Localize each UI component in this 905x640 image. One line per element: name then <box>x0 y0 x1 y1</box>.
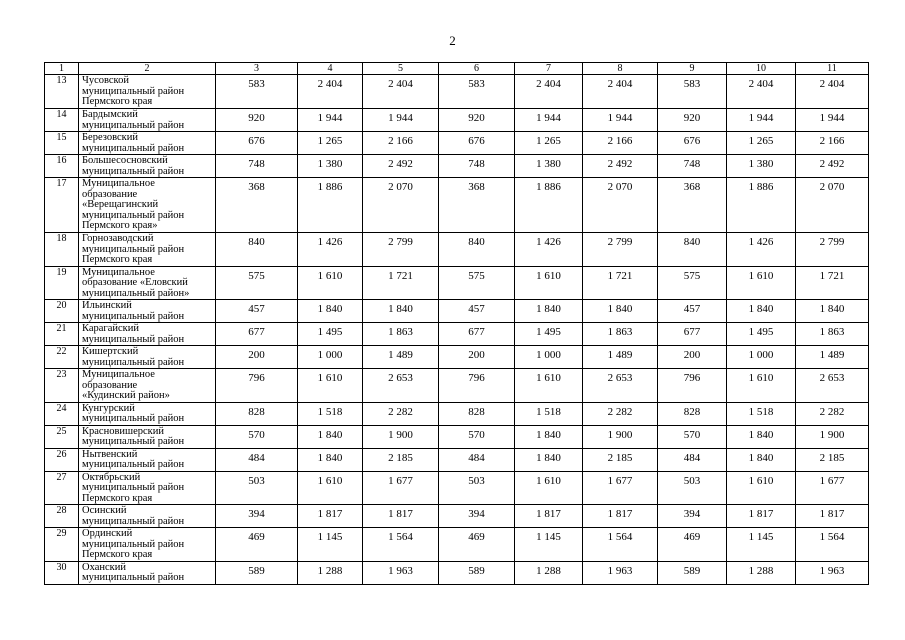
value-cell: 1 518 <box>727 402 796 425</box>
value-cell: 570 <box>439 425 515 448</box>
value-cell: 1 840 <box>727 448 796 471</box>
value-cell: 200 <box>216 346 298 369</box>
row-number: 28 <box>45 505 79 528</box>
row-number: 20 <box>45 300 79 323</box>
district-name <box>79 402 216 425</box>
value-cell: 2 404 <box>583 75 658 109</box>
table-row <box>45 109 869 132</box>
district-name-line: муниципальный район <box>82 165 185 177</box>
district-name <box>79 109 216 132</box>
district-name-line: Пермского края» <box>82 220 158 231</box>
value-cell: 1 721 <box>796 266 869 300</box>
district-name-line: Бардымский <box>82 109 138 120</box>
value-cell: 1 610 <box>298 471 363 505</box>
value-cell: 1 840 <box>583 300 658 323</box>
district-name <box>79 178 216 233</box>
district-name-line: муниципальный район <box>82 209 185 221</box>
value-cell: 575 <box>439 266 515 300</box>
district-name-line: Кишертский <box>82 346 139 357</box>
value-cell: 1 380 <box>515 155 583 178</box>
value-cell: 677 <box>439 323 515 346</box>
district-name-line: муниципальный район <box>82 482 185 493</box>
district-name-line: Красновишерский <box>82 425 165 437</box>
value-cell: 2 492 <box>363 155 439 178</box>
value-cell: 1 963 <box>363 561 439 584</box>
value-cell: 575 <box>216 266 298 300</box>
value-cell: 1 426 <box>515 233 583 267</box>
value-cell: 2 070 <box>583 178 658 233</box>
district-name-line: образование <box>82 188 138 200</box>
value-cell: 1 265 <box>298 132 363 155</box>
district-name-line: муниципальный район <box>82 413 185 424</box>
value-cell: 457 <box>658 300 727 323</box>
row-number: 23 <box>45 369 79 403</box>
value-cell: 457 <box>216 300 298 323</box>
value-cell: 2 653 <box>583 369 658 403</box>
value-cell: 2 185 <box>796 448 869 471</box>
value-cell: 1 840 <box>515 300 583 323</box>
value-cell: 1 677 <box>796 471 869 505</box>
value-cell: 1 518 <box>515 402 583 425</box>
value-cell: 1 817 <box>515 505 583 528</box>
value-cell: 1 265 <box>727 132 796 155</box>
table-row <box>45 528 869 562</box>
value-cell: 200 <box>439 346 515 369</box>
table-row <box>45 425 869 448</box>
district-name <box>79 425 216 448</box>
value-cell: 570 <box>658 425 727 448</box>
value-cell: 2 404 <box>363 75 439 109</box>
value-cell: 575 <box>658 266 727 300</box>
table-row <box>45 448 869 471</box>
district-name <box>79 266 216 300</box>
district-name-line: Муниципальное <box>82 369 155 380</box>
district-name-line: Осинский <box>82 505 127 516</box>
value-cell: 1 145 <box>298 528 363 562</box>
value-cell: 1 610 <box>515 266 583 300</box>
value-cell: 1 944 <box>727 109 796 132</box>
row-number: 17 <box>45 178 79 233</box>
value-cell: 1 000 <box>727 346 796 369</box>
value-cell: 589 <box>658 561 727 584</box>
value-cell: 1 610 <box>515 471 583 505</box>
value-cell: 2 653 <box>796 369 869 403</box>
district-name-line: Нытвенский <box>82 448 138 460</box>
header-cell: 1 <box>45 63 79 75</box>
table-row <box>45 233 869 267</box>
row-number: 18 <box>45 233 79 267</box>
district-name-line: «Кудинский район» <box>82 390 170 401</box>
header-cell: 8 <box>583 63 658 75</box>
header-cell: 11 <box>796 63 869 75</box>
table-row <box>45 369 869 403</box>
row-number: 15 <box>45 132 79 155</box>
value-cell: 677 <box>216 323 298 346</box>
row-number: 24 <box>45 402 79 425</box>
value-cell: 2 070 <box>363 178 439 233</box>
table-row <box>45 505 869 528</box>
value-cell: 469 <box>658 528 727 562</box>
district-name-line: муниципальный район <box>82 459 185 470</box>
value-cell: 748 <box>216 155 298 178</box>
value-cell: 1 564 <box>583 528 658 562</box>
district-name-line: образование «Еловский <box>82 277 188 288</box>
value-cell: 1 840 <box>298 425 363 448</box>
district-name-line: Чусовской <box>82 75 129 86</box>
value-cell: 1 963 <box>583 561 658 584</box>
value-cell: 457 <box>439 300 515 323</box>
value-cell: 1 489 <box>796 346 869 369</box>
value-cell: 920 <box>439 109 515 132</box>
row-number: 14 <box>45 109 79 132</box>
district-name <box>79 300 216 323</box>
value-cell: 484 <box>658 448 727 471</box>
district-name-line: Березовский <box>82 132 138 143</box>
value-cell: 583 <box>216 75 298 109</box>
value-cell: 1 610 <box>727 471 796 505</box>
district-name-line: Оханский <box>82 561 126 573</box>
value-cell: 2 166 <box>583 132 658 155</box>
row-number: 29 <box>45 528 79 562</box>
value-cell: 1 944 <box>363 109 439 132</box>
header-cell: 9 <box>658 63 727 75</box>
value-cell: 1 840 <box>727 300 796 323</box>
value-cell: 1 886 <box>298 178 363 233</box>
district-name-line: муниципальный район <box>82 119 185 131</box>
value-cell: 2 166 <box>796 132 869 155</box>
value-cell: 1 840 <box>298 300 363 323</box>
value-cell: 1 380 <box>727 155 796 178</box>
row-number: 26 <box>45 448 79 471</box>
table-row <box>45 402 869 425</box>
district-name-line: Ординский <box>82 528 133 539</box>
district-name-line: муниципальный район <box>82 243 185 255</box>
value-cell: 570 <box>216 425 298 448</box>
value-cell: 1 000 <box>515 346 583 369</box>
header-cell: 7 <box>515 63 583 75</box>
value-cell: 1 900 <box>363 425 439 448</box>
value-cell: 1 610 <box>298 369 363 403</box>
value-cell: 1 817 <box>796 505 869 528</box>
district-name-line: Пермского края <box>82 492 153 504</box>
value-cell: 1 840 <box>727 425 796 448</box>
table-row <box>45 346 869 369</box>
value-cell: 2 404 <box>515 75 583 109</box>
value-cell: 589 <box>439 561 515 584</box>
district-name-line: муниципальный район <box>82 310 185 322</box>
value-cell: 1 900 <box>796 425 869 448</box>
district-name-line: Горнозаводский <box>82 233 154 244</box>
district-name-line: муниципальный район <box>82 85 185 97</box>
table-row <box>45 323 869 346</box>
value-cell: 1 963 <box>796 561 869 584</box>
value-cell: 748 <box>658 155 727 178</box>
value-cell: 1 288 <box>515 561 583 584</box>
row-number: 19 <box>45 266 79 300</box>
value-cell: 1 564 <box>363 528 439 562</box>
value-cell: 1 489 <box>583 346 658 369</box>
value-cell: 1 863 <box>363 323 439 346</box>
district-name-line: Пермского края <box>82 254 153 265</box>
district-name-line: Пермского края <box>82 96 153 107</box>
value-cell: 2 166 <box>363 132 439 155</box>
district-name <box>79 505 216 528</box>
value-cell: 676 <box>658 132 727 155</box>
value-cell: 840 <box>658 233 727 267</box>
header-cell: 2 <box>79 63 216 75</box>
table-row <box>45 75 869 109</box>
value-cell: 368 <box>658 178 727 233</box>
district-name-line: Муниципальное <box>82 266 155 278</box>
value-cell: 2 282 <box>363 402 439 425</box>
header-cell: 4 <box>298 63 363 75</box>
district-name-line: муниципальный район <box>82 142 185 154</box>
value-cell: 1 863 <box>583 323 658 346</box>
header-cell: 5 <box>363 63 439 75</box>
district-name-line: Карагайский <box>82 323 140 334</box>
district-name <box>79 369 216 403</box>
table-row <box>45 178 869 233</box>
value-cell: 828 <box>439 402 515 425</box>
value-cell: 2 799 <box>796 233 869 267</box>
value-cell: 1 817 <box>583 505 658 528</box>
value-cell: 1 495 <box>515 323 583 346</box>
value-cell: 840 <box>439 233 515 267</box>
value-cell: 1 840 <box>298 448 363 471</box>
value-cell: 796 <box>439 369 515 403</box>
value-cell: 1 426 <box>298 233 363 267</box>
row-number: 22 <box>45 346 79 369</box>
value-cell: 583 <box>658 75 727 109</box>
value-cell: 2 492 <box>583 155 658 178</box>
table-row <box>45 266 869 300</box>
row-number: 13 <box>45 75 79 109</box>
value-cell: 484 <box>216 448 298 471</box>
district-name-line: муниципальный район <box>82 538 185 550</box>
table-row <box>45 561 869 584</box>
value-cell: 2 799 <box>363 233 439 267</box>
district-name <box>79 471 216 505</box>
value-cell: 1 564 <box>796 528 869 562</box>
value-cell: 1 610 <box>515 369 583 403</box>
value-cell: 796 <box>216 369 298 403</box>
table-row <box>45 300 869 323</box>
value-cell: 368 <box>439 178 515 233</box>
district-name-line: муниципальный район <box>82 436 185 447</box>
value-cell: 1 721 <box>363 266 439 300</box>
district-name-line: образование <box>82 379 138 391</box>
district-name-line: муниципальный район <box>82 515 185 527</box>
data-table <box>44 62 869 585</box>
value-cell: 200 <box>658 346 727 369</box>
value-cell: 1 426 <box>727 233 796 267</box>
value-cell: 589 <box>216 561 298 584</box>
district-name <box>79 528 216 562</box>
value-cell: 469 <box>216 528 298 562</box>
value-cell: 469 <box>439 528 515 562</box>
row-number: 16 <box>45 155 79 178</box>
district-name-line: Муниципальное <box>82 178 155 189</box>
district-name <box>79 323 216 346</box>
district-name-line: Ильинский <box>82 300 132 311</box>
district-name-line: Большесосновский <box>82 155 168 166</box>
value-cell: 1 145 <box>727 528 796 562</box>
value-cell: 1 840 <box>515 425 583 448</box>
value-cell: 1 380 <box>298 155 363 178</box>
value-cell: 2 653 <box>363 369 439 403</box>
row-number: 21 <box>45 323 79 346</box>
value-cell: 1 944 <box>298 109 363 132</box>
district-name <box>79 561 216 584</box>
value-cell: 1 495 <box>727 323 796 346</box>
value-cell: 1 944 <box>796 109 869 132</box>
value-cell: 484 <box>439 448 515 471</box>
value-cell: 920 <box>216 109 298 132</box>
value-cell: 2 404 <box>796 75 869 109</box>
value-cell: 2 070 <box>796 178 869 233</box>
value-cell: 1 610 <box>298 266 363 300</box>
value-cell: 1 840 <box>363 300 439 323</box>
value-cell: 1 817 <box>298 505 363 528</box>
value-cell: 1 863 <box>796 323 869 346</box>
value-cell: 1 721 <box>583 266 658 300</box>
value-cell: 1 265 <box>515 132 583 155</box>
row-number: 25 <box>45 425 79 448</box>
value-cell: 1 886 <box>515 178 583 233</box>
value-cell: 1 610 <box>727 369 796 403</box>
value-cell: 1 610 <box>727 266 796 300</box>
value-cell: 2 492 <box>796 155 869 178</box>
value-cell: 920 <box>658 109 727 132</box>
value-cell: 503 <box>216 471 298 505</box>
row-number: 27 <box>45 471 79 505</box>
district-name-line: Пермского края <box>82 549 153 560</box>
value-cell: 1 944 <box>515 109 583 132</box>
value-cell: 1 817 <box>727 505 796 528</box>
value-cell: 1 495 <box>298 323 363 346</box>
table-row <box>45 155 869 178</box>
table-row <box>45 471 869 505</box>
value-cell: 583 <box>439 75 515 109</box>
page-number: 2 <box>449 33 456 48</box>
value-cell: 796 <box>658 369 727 403</box>
value-cell: 1 817 <box>363 505 439 528</box>
district-name <box>79 346 216 369</box>
value-cell: 1 840 <box>515 448 583 471</box>
district-name-line: Октябрьский <box>82 471 141 483</box>
value-cell: 368 <box>216 178 298 233</box>
value-cell: 1 145 <box>515 528 583 562</box>
value-cell: 1 886 <box>727 178 796 233</box>
value-cell: 1 000 <box>298 346 363 369</box>
value-cell: 2 282 <box>583 402 658 425</box>
district-name-line: муниципальный район <box>82 356 185 368</box>
value-cell: 1 677 <box>363 471 439 505</box>
value-cell: 1 518 <box>298 402 363 425</box>
district-name <box>79 448 216 471</box>
value-cell: 828 <box>216 402 298 425</box>
value-cell: 2 404 <box>298 75 363 109</box>
value-cell: 676 <box>216 132 298 155</box>
value-cell: 748 <box>439 155 515 178</box>
value-cell: 1 489 <box>363 346 439 369</box>
district-name-line: муниципальный район <box>82 572 185 583</box>
district-name-line: «Верещагинский <box>82 199 159 210</box>
value-cell: 1 944 <box>583 109 658 132</box>
value-cell: 394 <box>658 505 727 528</box>
district-name-line: Кунгурский <box>82 402 135 414</box>
value-cell: 503 <box>658 471 727 505</box>
value-cell: 394 <box>439 505 515 528</box>
value-cell: 828 <box>658 402 727 425</box>
value-cell: 2 185 <box>583 448 658 471</box>
district-name <box>79 75 216 109</box>
value-cell: 2 404 <box>727 75 796 109</box>
value-cell: 503 <box>439 471 515 505</box>
value-cell: 677 <box>658 323 727 346</box>
header-cell: 3 <box>216 63 298 75</box>
district-name-line: муниципальный район <box>82 333 185 345</box>
district-name <box>79 132 216 155</box>
value-cell: 1 900 <box>583 425 658 448</box>
value-cell: 1 288 <box>298 561 363 584</box>
value-cell: 394 <box>216 505 298 528</box>
header-row <box>45 63 869 75</box>
value-cell: 1 840 <box>796 300 869 323</box>
value-cell: 1 288 <box>727 561 796 584</box>
value-cell: 2 282 <box>796 402 869 425</box>
header-cell: 10 <box>727 63 796 75</box>
value-cell: 676 <box>439 132 515 155</box>
table-row <box>45 132 869 155</box>
value-cell: 2 185 <box>363 448 439 471</box>
district-name <box>79 155 216 178</box>
value-cell: 1 677 <box>583 471 658 505</box>
header-cell: 6 <box>439 63 515 75</box>
value-cell: 2 799 <box>583 233 658 267</box>
district-name <box>79 233 216 267</box>
row-number: 30 <box>45 561 79 584</box>
district-name-line: муниципальный район» <box>82 287 190 299</box>
value-cell: 840 <box>216 233 298 267</box>
